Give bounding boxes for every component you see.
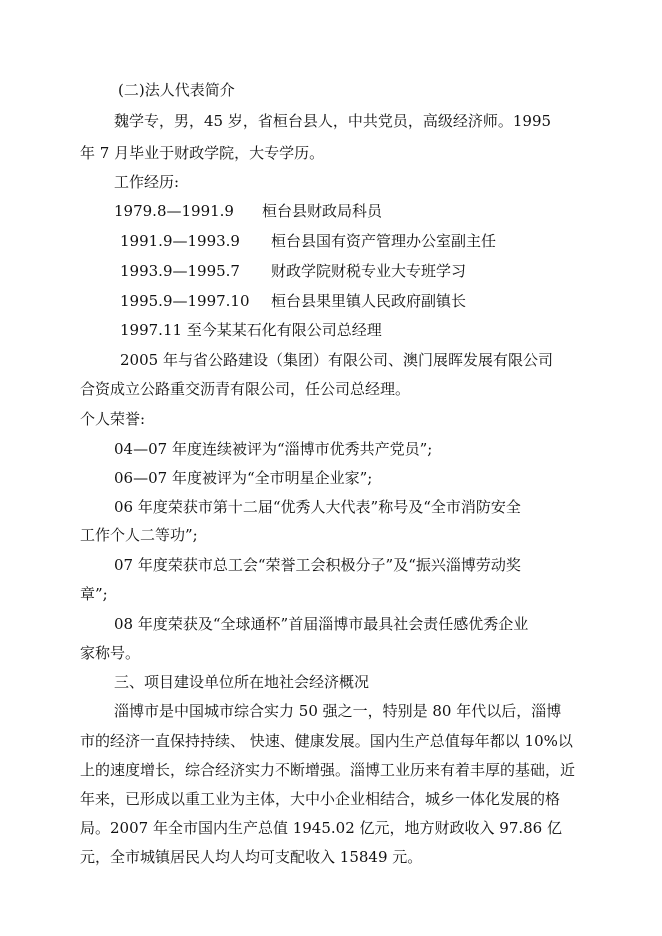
- work-period: 1979.8—1991.9: [114, 202, 234, 220]
- honor-line: 家称号。: [80, 644, 141, 662]
- work-2005-line-1: 2005 年与省公路建设（集团）有限公司、澳门展晖发展有限公司: [120, 351, 553, 369]
- section-heading-socioeconomic: 三、项目建设单位所在地社会经济概况: [114, 673, 370, 691]
- body-line: 淄博市是中国城市综合实力 50 强之一，特别是 80 年代以后，淄博: [114, 702, 562, 720]
- body-line: 局。2007 年全市国内生产总值 1945.02 亿元，地方财政收入 97.86 亿: [80, 819, 562, 837]
- bio-line-2: 年 7 月毕业于财政学院，大专学历。: [80, 144, 325, 162]
- work-period: 1993.9—1995.7: [120, 262, 240, 280]
- body-line: 上的速度增长，综合经济实力不断增强。淄博工业历来有着丰厚的基础，近: [80, 761, 576, 779]
- honor-line: 08 年度荣获及“全球通杯”首届淄博市最具社会责任感优秀企业: [114, 615, 529, 633]
- honor-line: 工作个人二等功”;: [80, 526, 198, 544]
- work-period: 1995.9—1997.10: [120, 292, 250, 310]
- work-row: [120, 261, 466, 281]
- honor-line: 04—07 年度连续被评为“淄博市优秀共产党员”;: [114, 440, 433, 458]
- work-desc: 桓台县国有资产管理办公室副主任: [271, 232, 497, 250]
- work-row: [120, 291, 466, 311]
- bio-line-1: 魏学专，男，45 岁，省桓台县人，中共党员，高级经济师。1995: [114, 112, 552, 130]
- honor-line: 06 年度荣获市第十二届“优秀人大代表”称号及“全市消防安全: [114, 498, 521, 516]
- body-line: 元，全市城镇居民人均人均可支配收入 15849 元。: [80, 848, 423, 866]
- work-period: 1991.9—1993.9: [120, 232, 240, 250]
- honor-line: 07 年度荣获市总工会“荣誉工会积极分子”及“振兴淄博劳动奖: [114, 556, 521, 574]
- work-desc: 桓台县财政局科员: [262, 202, 383, 220]
- honor-line: 章”;: [80, 585, 108, 603]
- work-desc: 财政学院财税专业大专班学习: [271, 262, 467, 280]
- work-history-label: 工作经历:: [114, 173, 180, 191]
- body-line: 市的经济一直保持持续、 快速、健康发展。国内生产总值每年都以 10%以: [80, 732, 573, 750]
- work-desc: 桓台县果里镇人民政府副镇长: [271, 292, 467, 310]
- work-row: [114, 201, 382, 221]
- work-2005-line-2: 合资成立公路重交沥青有限公司，任公司总经理。: [80, 380, 411, 398]
- honors-label: 个人荣誉:: [80, 410, 146, 428]
- work-row: [120, 231, 496, 251]
- honor-line: 06—07 年度被评为“全市明星企业家”;: [114, 469, 373, 487]
- body-line: 年来，已形成以重工业为主体，大中小企业相结合，城乡一体化发展的格: [80, 790, 561, 808]
- work-1997-line: 1997.11 至今某某石化有限公司总经理: [120, 321, 382, 339]
- section-heading-legal-rep: (二)法人代表简介: [118, 81, 235, 99]
